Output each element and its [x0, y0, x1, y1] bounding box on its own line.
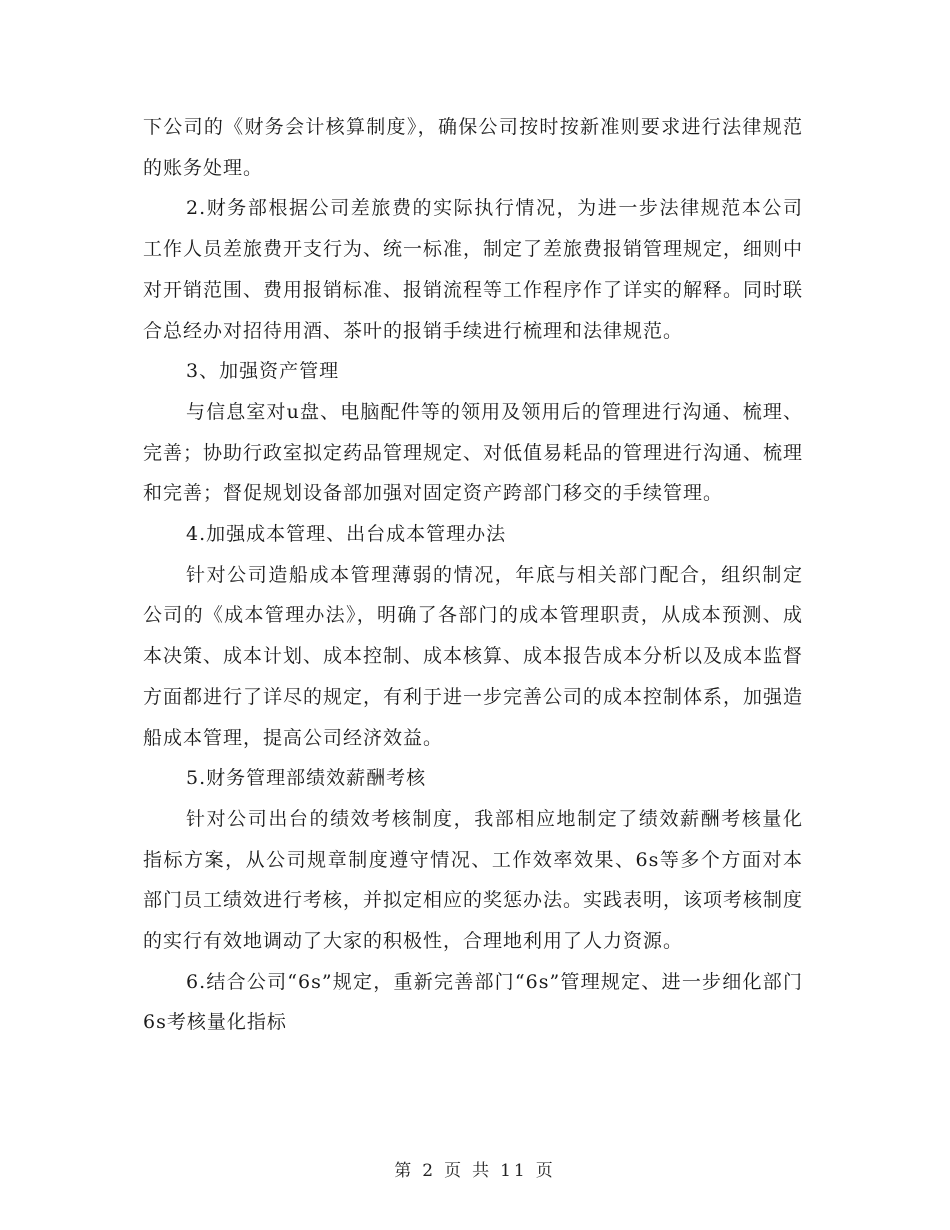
paragraph-performance-assessment: 针对公司出台的绩效考核制度，我部相应地制定了绩效薪酬考核量化指标方案，从公司规章制度遵守情况、工作效率效果、6s等多个方面对本部门员工绩效进行考核，并拟定相应的奖惩办法。实践表明，该项考核制度的实行有效地调动了大家的积极性，合理地利用了人力资源。 [143, 807, 804, 953]
footer-prefix: 第 [394, 1161, 415, 1181]
paragraph-travel-expense: 2.财务部根据公司差旅费的实际执行情况，为进一步法律规范本公司工作人员差旅费开支行为、统一标准，制定了差旅费报销管理规定，细则中对开销范围、费用报销标准、报销流程等工作程序作了详实的解释。同时联合总经办对招待用酒、茶叶的报销手续进行梳理和法律规范。 [143, 197, 804, 342]
heading-performance-assessment: 5.财务管理部绩效薪酬考核 [186, 767, 427, 790]
paragraph-6s-management: 6.结合公司“6s”规定，重新完善部门“6s”管理规定、进一步细化部门6s考核量化指标 [143, 970, 803, 1034]
paragraph-continuation: 下公司的《财务会计核算制度》，确保公司按时按新准则要求进行法律规范的账务处理。 [143, 116, 803, 179]
heading-asset-management: 3、加强资产管理 [186, 360, 340, 383]
footer-page-label: 页 [444, 1161, 465, 1181]
paragraph-cost-management: 针对公司造船成本管理薄弱的情况，年底与相关部门配合，组织制定公司的《成本管理办法》，明确了各部门的成本管理职责，从成本预测、成本决策、成本计划、成本控制、成本核算、成本报告成本分析以及成本监督方面都进行了详尽的规定，有利于进一步完善公司的成本控制体系，加强造船成本管理，提高公司经济效益。 [143, 563, 804, 749]
footer-total-pages: 11 [500, 1161, 528, 1181]
footer-suffix: 页 [535, 1161, 556, 1181]
page-footer [0, 1156, 950, 1181]
footer-current-page: 2 [422, 1161, 437, 1181]
document-body [143, 107, 803, 1043]
paragraph-asset-management: 与信息室对u盘、电脑配件等的领用及领用后的管理进行沟通、梳理、完善；协助行政室拟定药品管理规定、对低值易耗品的管理进行沟通、梳理和完善；督促规划设备部加强对固定资产跨部门移交的手续管理。 [143, 400, 804, 505]
heading-cost-management: 4.加强成本管理、出台成本管理办法 [186, 523, 507, 546]
footer-total-label: 共 [472, 1161, 493, 1181]
